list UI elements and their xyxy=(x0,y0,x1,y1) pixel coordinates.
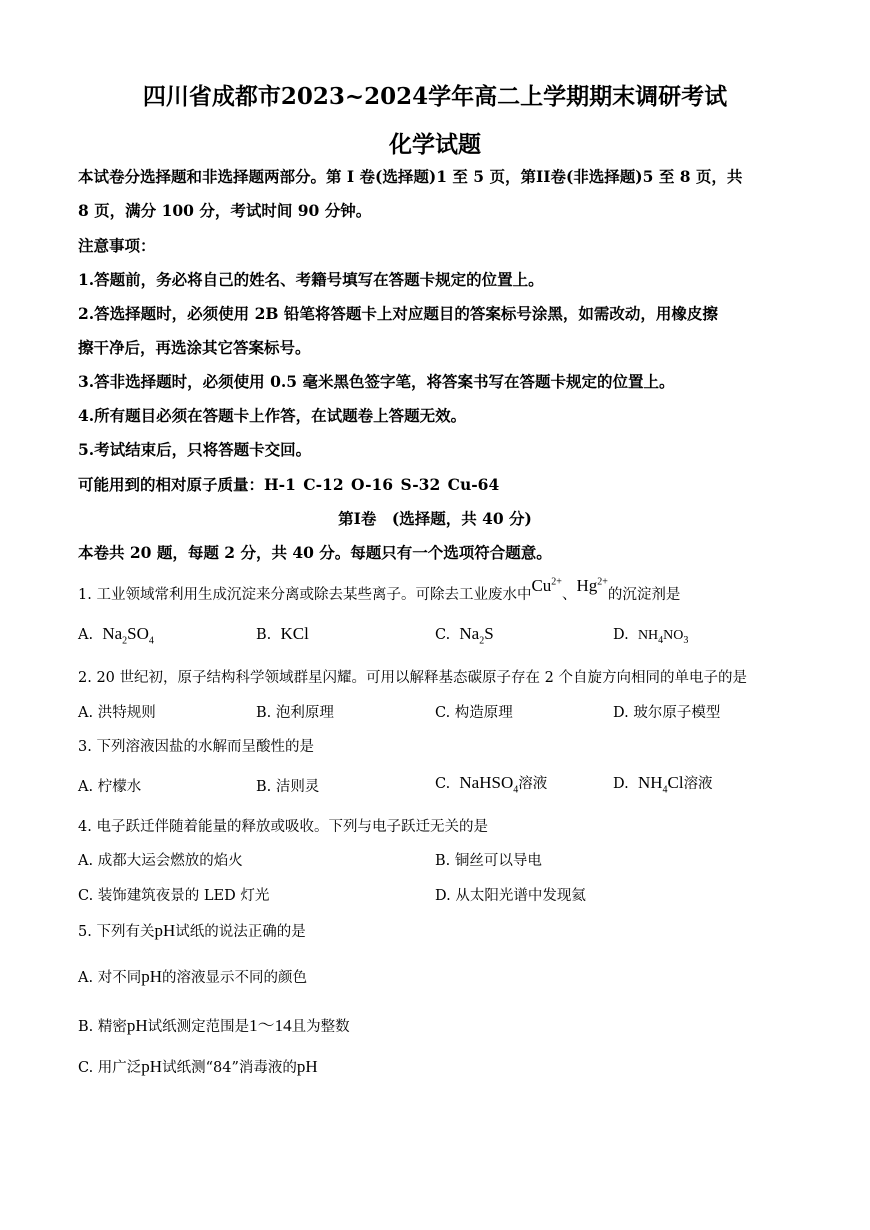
question-4-stem: 4. 电子跃迁伴随着能量的释放或吸收。下列与电子跃迁无关的是 xyxy=(78,819,488,835)
question-4-option-c[interactable]: C. 装饰建筑夜景的 LED 灯光 xyxy=(78,888,270,904)
question-2-stem: 2. 20 世纪初，原子结构科学领域群星闪耀。可用以解释基态碳原子存在 2 个自旋方向相同的单电子的是 xyxy=(78,670,747,686)
notice-item: 1.答题前，务必将自己的姓名、考籍号填写在答题卡规定的位置上。 xyxy=(78,270,544,289)
question-5-option-c[interactable]: C. 用广泛pH试纸测“84”消毒液的pH xyxy=(78,1057,318,1076)
question-2-option-d[interactable]: D. 玻尔原子模型 xyxy=(613,705,721,721)
question-5-option-a[interactable]: A. 对不同pH的溶液显示不同的颜色 xyxy=(78,967,307,986)
section-title: 第I卷 (选择题，共 40 分) xyxy=(338,509,532,528)
question-5-stem: 5. 下列有关pH试纸的说法正确的是 xyxy=(78,921,306,940)
notice-item: 5.考试结束后，只将答题卡交回。 xyxy=(78,440,312,459)
notice-item: 擦干净后，再选涂其它答案标号。 xyxy=(78,338,311,357)
intro-line-1: 本试卷分选择题和非选择题两部分。第 I 卷(选择题)1 至 5 页，第II卷(非选择题)5 至 8 页，共 xyxy=(78,167,743,186)
question-4-option-d[interactable]: D. 从太阳光谱中发现氦 xyxy=(435,888,586,904)
atomic-masses: 可能用到的相对原子质量：H-1 C-12 O-16 S-32 Cu-64 xyxy=(78,475,500,494)
question-1-option-d[interactable]: D. $NH_4NO_3$ xyxy=(613,627,689,646)
intro-line-2: 8 页，满分 100 分，考试时间 90 分钟。 xyxy=(78,201,372,220)
question-4-option-b[interactable]: B. 铜丝可以导电 xyxy=(435,853,542,869)
question-1-stem: 1. 工业领域常利用生成沉淀来分离或除去某些离子。可除去工业废水中$Cu^{2+}$、$Hg^{2+}$的沉淀剂是 xyxy=(78,576,681,603)
notice-item: 2.答选择题时，必须使用 2B 铅笔将答题卡上对应题目的答案标号涂黑，如需改动，用橡皮擦 xyxy=(78,304,718,323)
notice-heading: 注意事项： xyxy=(78,236,156,255)
notice-item: 4.所有题目必须在答题卡上作答，在试题卷上答题无效。 xyxy=(78,406,467,425)
question-2-option-a[interactable]: A. 洪特规则 xyxy=(78,705,156,721)
question-3-option-b[interactable]: B. 洁则灵 xyxy=(256,779,320,795)
question-1-option-a[interactable]: A. $Na_2SO_4$ xyxy=(78,624,154,647)
page-subtitle: 化学试题 xyxy=(389,131,481,158)
question-3-stem: 3. 下列溶液因盐的水解而呈酸性的是 xyxy=(78,739,314,755)
question-4-option-a[interactable]: A. 成都大运会燃放的焰火 xyxy=(78,853,243,869)
ion-cu: $Cu^{2+}$ xyxy=(531,576,562,595)
notice-item: 3.答非选择题时，必须使用 0.5 毫米黑色签字笔，将答案书写在答题卡规定的位置上。 xyxy=(78,372,675,391)
section-description: 本卷共 20 题，每题 2 分，共 40 分。每题只有一个选项符合题意。 xyxy=(78,543,552,562)
page-title: 四川省成都市2023~2024学年高二上学期期末调研考试 xyxy=(142,83,728,110)
question-5-option-b[interactable]: B. 精密pH试纸测定范围是1～14且为整数 xyxy=(78,1016,350,1035)
ion-hg: $Hg^{2+}$ xyxy=(576,576,608,595)
question-2-option-b[interactable]: B. 泡利原理 xyxy=(256,705,334,721)
question-1-option-b[interactable]: B. KCl xyxy=(256,624,309,643)
question-3-option-c[interactable]: C. NaHSO$_4$溶液 xyxy=(435,773,548,796)
question-3-option-d[interactable]: D. $NH_4Cl$溶液 xyxy=(613,773,713,796)
question-1-option-c[interactable]: C. $Na_2S$ xyxy=(435,624,494,647)
question-3-option-a[interactable]: A. 柠檬水 xyxy=(78,779,142,795)
question-2-option-c[interactable]: C. 构造原理 xyxy=(435,705,513,721)
